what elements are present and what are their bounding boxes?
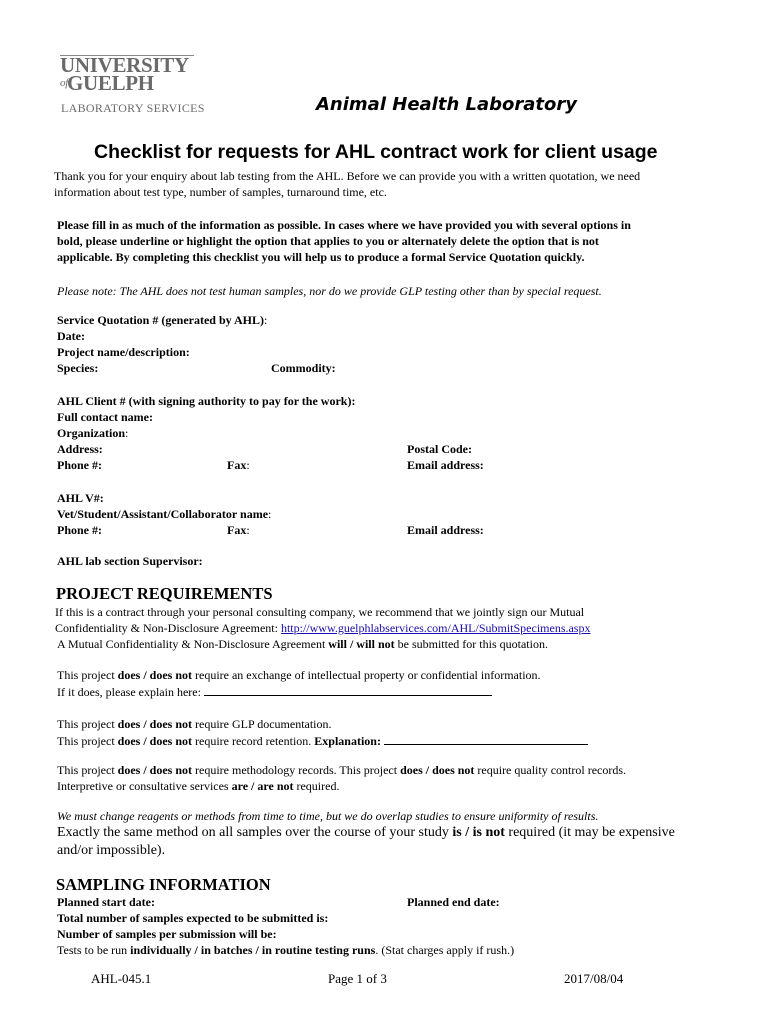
explanation-blank[interactable] xyxy=(384,733,588,745)
ahl-v-number-field[interactable]: AHL V#: xyxy=(57,491,104,505)
vet-fax-field[interactable] xyxy=(227,523,250,538)
text: This project xyxy=(57,734,118,748)
glp-line xyxy=(57,717,332,732)
intro-line: information about test type, number of samples, turnaround time, etc. xyxy=(54,185,387,199)
instructions-line: bold, please underline or highlight the option that applies to you or alternately delete the option that is not xyxy=(57,234,599,248)
methodology-options[interactable]: does / does not xyxy=(117,763,192,777)
sampling-information-heading: SAMPLING INFORMATION xyxy=(56,875,271,894)
text: require record retention. xyxy=(192,734,315,748)
full-contact-field[interactable]: Full contact name: xyxy=(57,410,153,424)
tests-run-options[interactable]: individually / in batches / in routine testing runs xyxy=(130,943,376,957)
explanation-label: Explanation: xyxy=(314,734,381,748)
text: . (Stat charges apply if rush.) xyxy=(375,943,515,957)
intro-line: Thank you for your enquiry about lab testing from the AHL. Before we can provide you with a written quotation, we need xyxy=(54,169,641,183)
field-label: Organization xyxy=(57,426,125,440)
same-method-line xyxy=(57,825,675,841)
address-field[interactable]: Address: xyxy=(57,442,103,456)
client-email-field[interactable]: Email address: xyxy=(407,458,484,472)
tests-run-line xyxy=(57,943,514,958)
ip-explanation-blank[interactable] xyxy=(204,684,492,696)
total-samples-field[interactable]: Total number of samples expected to be submitted is: xyxy=(57,911,329,925)
logo-line-guelph: GUELPH xyxy=(66,71,154,95)
lab-title: Animal Health Laboratory xyxy=(316,94,577,115)
text: require methodology records. This project xyxy=(192,763,401,777)
field-label: Vet/Student/Assistant/Collaborator name xyxy=(57,507,269,521)
vet-name-field[interactable] xyxy=(57,507,271,522)
postal-code-field[interactable]: Postal Code: xyxy=(407,442,472,456)
text: Exactly the same method on all samples over the course of your study xyxy=(57,825,453,840)
species-field[interactable]: Species: xyxy=(57,361,99,375)
commodity-field[interactable]: Commodity: xyxy=(271,361,336,375)
planned-end-field[interactable]: Planned end date: xyxy=(407,895,500,909)
colon: : xyxy=(246,458,250,472)
ip-explain-line xyxy=(57,684,492,700)
university-of-guelph-logo xyxy=(60,53,200,95)
instructions-paragraph xyxy=(57,217,631,265)
ip-line xyxy=(57,668,541,683)
text: This project xyxy=(57,668,118,682)
methodology-line xyxy=(57,763,626,778)
client-fax-field[interactable] xyxy=(227,458,250,473)
text: Interpretive or consultative services xyxy=(57,779,232,793)
text: A Mutual Confidentiality & Non-Disclosure Agreement xyxy=(57,637,329,651)
ip-options[interactable]: does / does not xyxy=(117,668,192,682)
footer-page-number: Page 1 of 3 xyxy=(328,971,387,986)
colon: : xyxy=(125,426,129,440)
interpretive-line xyxy=(57,779,339,794)
supervisor-field[interactable]: AHL lab section Supervisor: xyxy=(57,554,203,568)
contract-line: If this is a contract through your personal consulting company, we recommend that we jointly sign our Mutual xyxy=(55,605,585,619)
text: require GLP documentation. xyxy=(192,717,332,731)
text: This project xyxy=(57,763,118,777)
contract-text: Confidentiality & Non-Disclosure Agreement: xyxy=(55,621,281,635)
contract-line xyxy=(55,621,590,636)
organization-field[interactable] xyxy=(57,426,128,441)
field-label: Fax xyxy=(227,458,247,472)
same-method-options[interactable]: is / is not xyxy=(452,825,505,840)
quality-control-options[interactable]: does / does not xyxy=(400,763,475,777)
record-retention-line xyxy=(57,733,588,749)
text: required. xyxy=(293,779,340,793)
vet-phone-field[interactable]: Phone #: xyxy=(57,523,102,537)
client-number-field[interactable]: AHL Client # (with signing authority to pay for the work): xyxy=(57,394,356,408)
field-label: Service Quotation # (generated by AHL) xyxy=(57,313,264,327)
service-quotation-field[interactable] xyxy=(57,313,267,328)
colon: : xyxy=(268,507,272,521)
reagents-note: We must change reagents or methods from time to time, but we do overlap studies to ensure uniformity of results. xyxy=(57,809,599,823)
project-name-field[interactable]: Project name/description: xyxy=(57,345,190,359)
date-field[interactable]: Date: xyxy=(57,329,85,343)
intro-paragraph xyxy=(54,168,640,200)
text: required (it may be expensive xyxy=(504,825,675,840)
samples-per-submission-field[interactable]: Number of samples per submission will be: xyxy=(57,927,277,941)
client-phone-field[interactable]: Phone #: xyxy=(57,458,102,472)
text: be submitted for this quotation. xyxy=(394,637,548,651)
mutual-agreement-line xyxy=(57,637,548,652)
colon: : xyxy=(263,313,268,327)
colon: : xyxy=(246,523,250,537)
text: If it does, please explain here: xyxy=(57,685,204,699)
logo-subtitle: LABORATORY SERVICES xyxy=(61,101,205,115)
field-label: Fax xyxy=(227,523,247,537)
logo-line-university: UNIVERSITY xyxy=(60,53,189,77)
glp-options[interactable]: does / does not xyxy=(117,717,192,731)
footer-doc-code: AHL-045.1 xyxy=(91,971,152,986)
instructions-line: applicable. By completing this checklist you will help us to produce a formal Service Quotation quickly. xyxy=(57,250,585,264)
record-retention-options[interactable]: does / does not xyxy=(117,734,192,748)
interpretive-options[interactable]: are / are not xyxy=(231,779,294,793)
text: This project xyxy=(57,717,118,731)
planned-start-field[interactable]: Planned start date: xyxy=(57,895,155,909)
logo-of: of xyxy=(60,77,68,89)
vet-email-field[interactable]: Email address: xyxy=(407,523,484,537)
instructions-line: Please fill in as much of the information as possible. In cases where we have provided you with several options in xyxy=(57,218,631,232)
footer-date: 2017/08/04 xyxy=(564,971,624,986)
mutual-agreement-options[interactable]: will / will not xyxy=(328,637,395,651)
same-method-line-2: and/or impossible). xyxy=(57,843,166,858)
project-requirements-heading: PROJECT REQUIREMENTS xyxy=(56,584,273,603)
submit-specimens-link[interactable]: http://www.guelphlabservices.com/AHL/SubmitSpecimens.aspx xyxy=(280,621,591,635)
note-text: Please note: The AHL does not test human samples, nor do we provide GLP testing other than by special request. xyxy=(57,284,602,298)
text: require an exchange of intellectual property or confidential information. xyxy=(192,668,541,682)
text: Tests to be run xyxy=(57,943,131,957)
text: require quality control records. xyxy=(474,763,627,777)
page-title: Checklist for requests for AHL contract work for client usage xyxy=(94,141,658,163)
